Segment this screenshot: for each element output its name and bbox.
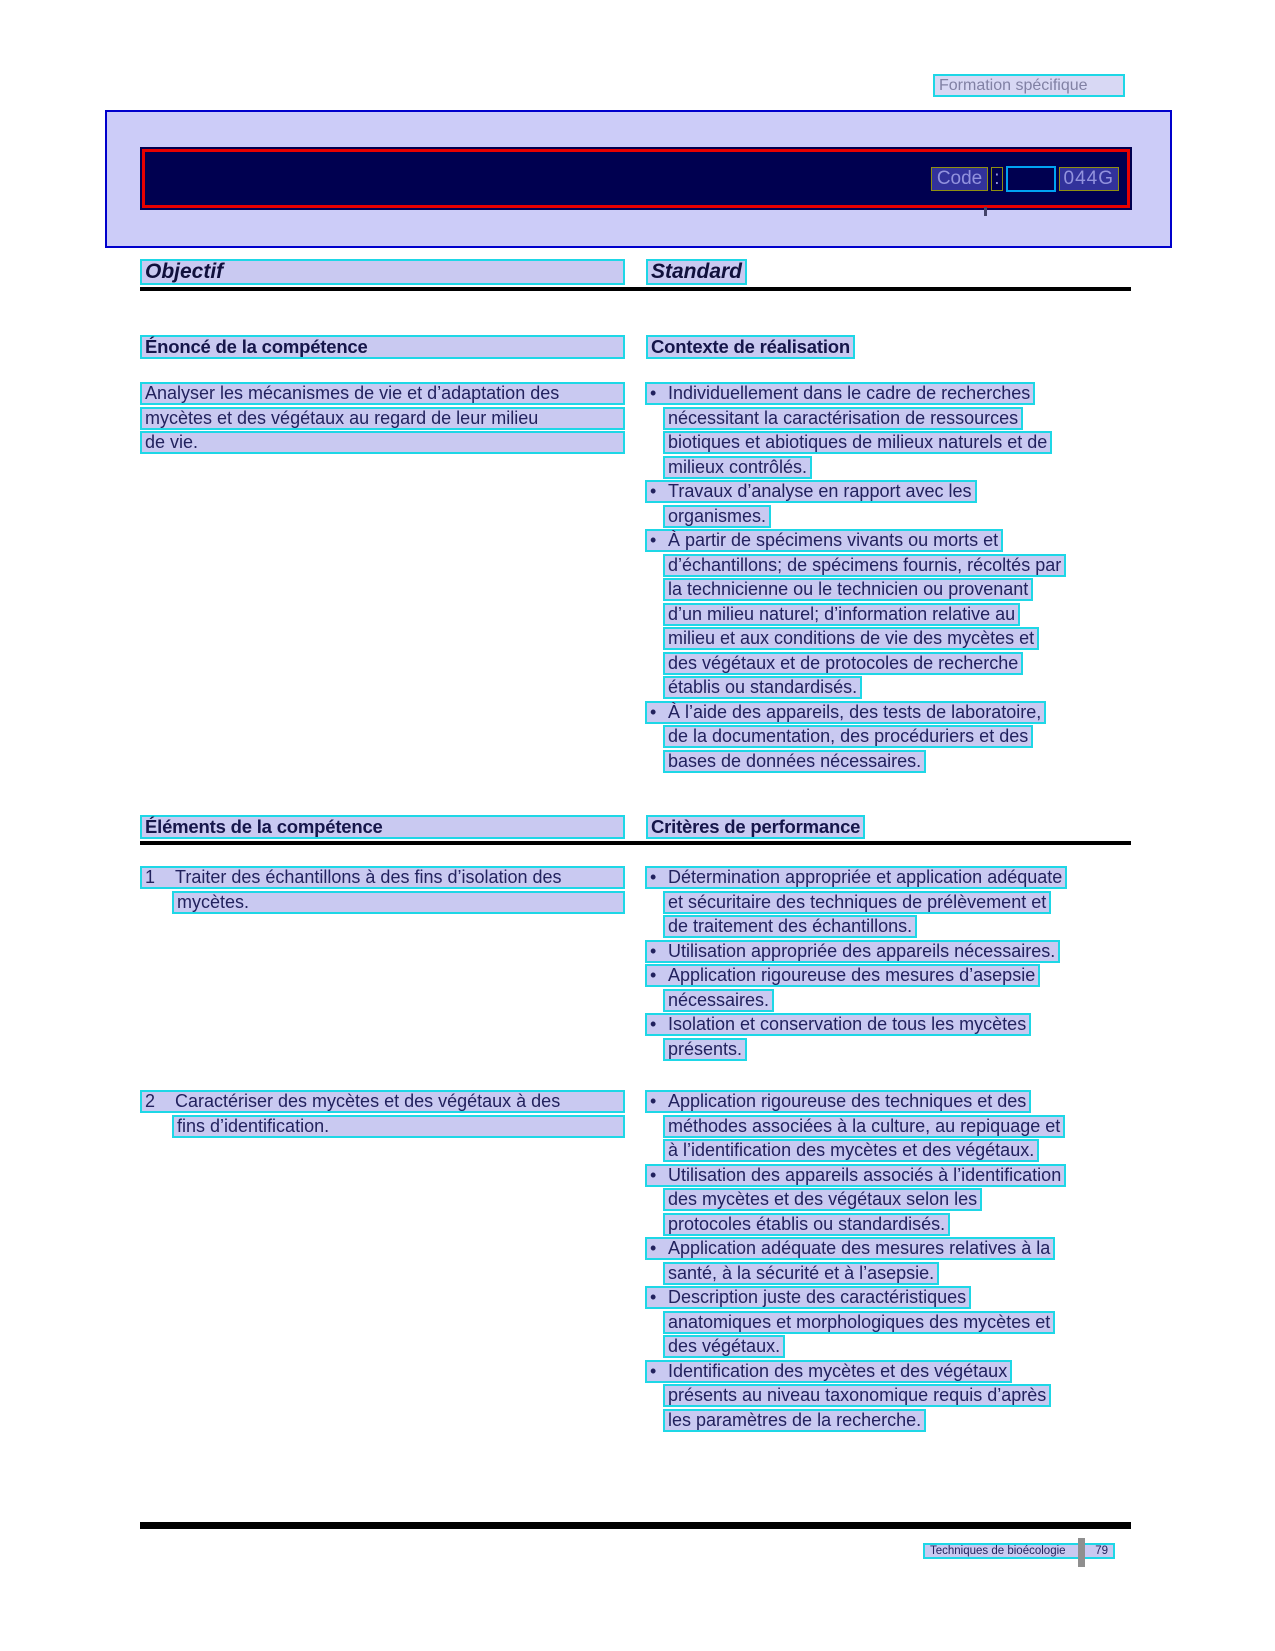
bullet-line: de traitement des échantillons. [663, 915, 917, 938]
bullet-line: milieu et aux conditions de vie des mycètes et [663, 627, 1039, 650]
rule-top [140, 287, 1131, 291]
bullet-line: les paramètres de la recherche. [663, 1409, 926, 1432]
bullet-icon [650, 384, 668, 403]
bullet-icon [650, 703, 668, 722]
enonce-line: Analyser les mécanismes de vie et d’adaptation des [140, 382, 625, 405]
element-1-line: mycètes. [172, 891, 625, 914]
code-gap-box [1006, 166, 1056, 192]
enonce-line: de vie. [140, 431, 625, 454]
bullet-line: des mycètes et des végétaux selon les [663, 1188, 982, 1211]
course-code [931, 166, 1119, 192]
enonce-paragraph [140, 382, 625, 456]
bullet-icon [650, 942, 668, 961]
bullet-icon [650, 1362, 668, 1381]
bullet-line: •À partir de spécimens vivants ou morts et [645, 529, 1003, 552]
bullet-line: santé, à la sécurité et à l’asepsie. [663, 1262, 939, 1285]
objectif-label: Objectif [140, 259, 625, 285]
bullet-line: •Application adéquate des mesures relatives à la [645, 1237, 1055, 1260]
contexte-list [645, 382, 1105, 774]
bullet-line: et sécuritaire des techniques de prélèvement et [663, 891, 1051, 914]
enonce-line: mycètes et des végétaux au regard de leur milieu [140, 407, 625, 430]
heading-enonce [140, 335, 625, 360]
bullet-line: biotiques et abiotiques de milieux naturels et de [663, 431, 1052, 454]
bullet-line: d’un milieu naturel; d’information relative au [663, 603, 1020, 626]
bullet-icon [650, 482, 668, 501]
bullet-line: protocoles établis ou standardisés. [663, 1213, 950, 1236]
element-number: 1 [145, 867, 156, 887]
bullet-icon [650, 1288, 668, 1307]
bullet-line: •Identification des mycètes et des végétaux [645, 1360, 1012, 1383]
criteres-list-1 [645, 866, 1105, 1062]
header-title-box [142, 149, 1130, 208]
running-head: Formation spécifique [933, 74, 1125, 97]
bullet-icon [650, 1239, 668, 1258]
rule-middle [140, 841, 1131, 845]
bullet-line: établis ou standardisés. [663, 676, 862, 699]
code-label: Code [931, 167, 988, 191]
code-separator: : [991, 167, 1002, 191]
bullet-icon [650, 966, 668, 985]
element-number: 2 [145, 1091, 156, 1111]
title-standard [646, 259, 747, 284]
bullet-line: la technicienne ou le technicien ou provenant [663, 578, 1033, 601]
bullet-line: méthodes associées à la culture, au repiquage et [663, 1115, 1065, 1138]
bullet-line: •Utilisation appropriée des appareils nécessaires. [645, 940, 1060, 963]
bullet-line: •Utilisation des appareils associés à l’identification [645, 1164, 1066, 1187]
elements-heading-label: Éléments de la compétence [140, 815, 625, 839]
bullet-line: •Description juste des caractéristiques [645, 1286, 971, 1309]
bullet-line: milieux contrôlés. [663, 456, 812, 479]
title-objectif [140, 259, 625, 284]
bullet-line: des végétaux. [663, 1335, 785, 1358]
element-2 [140, 1090, 625, 1139]
standard-label: Standard [646, 259, 747, 285]
bullet-line: présents au niveau taxonomique requis d’après [663, 1384, 1051, 1407]
element-1-line: 1 Traiter des échantillons à des fins d’isolation des [140, 866, 625, 889]
stray-mark [984, 207, 987, 216]
criteres-heading-label: Critères de performance [646, 815, 865, 839]
bullet-line: à l’identification des mycètes et des végétaux. [663, 1139, 1039, 1162]
element-2-line: 2 Caractériser des mycètes et des végétaux à des [140, 1090, 625, 1113]
bullet-line: anatomiques et morphologiques des mycètes et [663, 1311, 1055, 1334]
bullet-line: bases de données nécessaires. [663, 750, 926, 773]
bullet-icon [650, 1166, 668, 1185]
bullet-line: de la documentation, des procéduriers et des [663, 725, 1033, 748]
bullet-line: nécessitant la caractérisation de ressources [663, 407, 1023, 430]
bullet-line: nécessaires. [663, 989, 774, 1012]
footer-title: Techniques de bioécologie [930, 1545, 1066, 1557]
element-2-line: fins d’identification. [172, 1115, 625, 1138]
heading-criteres [646, 815, 865, 840]
bullet-icon [650, 868, 668, 887]
contexte-heading-label: Contexte de réalisation [646, 335, 855, 359]
heading-elements [140, 815, 625, 840]
footer-page-number: 79 [1095, 1545, 1108, 1557]
heading-contexte [646, 335, 855, 360]
bullet-line: présents. [663, 1038, 747, 1061]
rule-bottom [140, 1522, 1131, 1529]
bullet-icon [650, 1015, 668, 1034]
bullet-icon [650, 1092, 668, 1111]
bullet-line: d’échantillons; de spécimens fournis, récoltés par [663, 554, 1066, 577]
bullet-line: organismes. [663, 505, 771, 528]
criteres-list-2 [645, 1090, 1105, 1433]
bullet-line: •À l’aide des appareils, des tests de laboratoire, [645, 701, 1046, 724]
footer [923, 1543, 1115, 1559]
bullet-line: •Individuellement dans le cadre de recherches [645, 382, 1035, 405]
bullet-line: •Détermination appropriée et application adéquate [645, 866, 1067, 889]
bullet-line: •Isolation et conservation de tous les mycètes [645, 1013, 1031, 1036]
bullet-line: des végétaux et de protocoles de recherche [663, 652, 1023, 675]
footer-divider-bar [1078, 1538, 1085, 1567]
element-1 [140, 866, 625, 915]
bullet-line: •Application rigoureuse des mesures d’asepsie [645, 964, 1040, 987]
bullet-icon [650, 531, 668, 550]
enonce-heading-label: Énoncé de la compétence [140, 335, 625, 359]
bullet-line: •Travaux d’analyse en rapport avec les [645, 480, 977, 503]
code-value: 044G [1059, 167, 1119, 191]
bullet-line: •Application rigoureuse des techniques et des [645, 1090, 1031, 1113]
